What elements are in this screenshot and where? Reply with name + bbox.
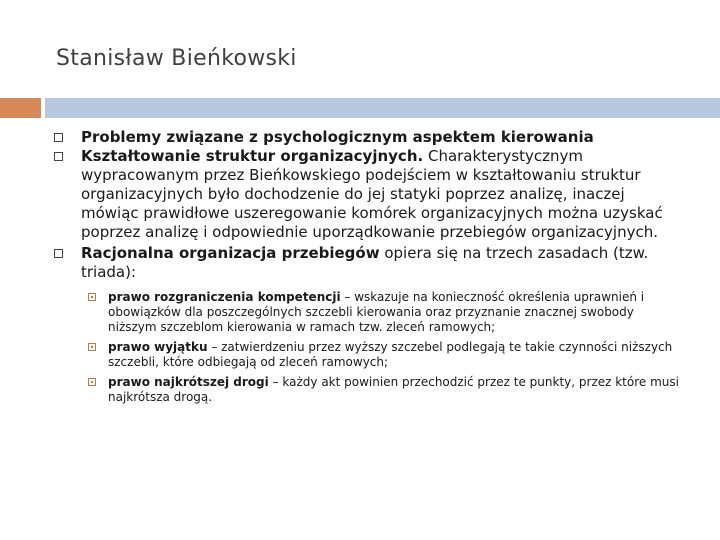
bullet-item [54, 244, 684, 282]
accent-block [0, 98, 41, 118]
square-bullet-icon [88, 378, 96, 386]
slide-content [54, 128, 684, 410]
bullet-item [54, 128, 684, 147]
sub-bullet-item: prawo najkrótszej drogi – każdy akt powinien przechodzić przez te punkty, przez które musi najkrótsza drogą. [88, 375, 684, 405]
square-bullet-icon [88, 343, 96, 351]
square-bullet-icon [54, 249, 63, 258]
header-bar [45, 98, 720, 118]
bullet-item [54, 147, 684, 242]
header-band [0, 98, 720, 118]
square-bullet-icon [54, 133, 63, 142]
bullet-text: Problemy związane z psychologicznym aspektem kierowania [81, 128, 594, 146]
bullet-text: Racjonalna organizacja przebiegów opiera się na trzech zasadach (tzw. triada): [81, 244, 649, 281]
sub-bullet-list [88, 290, 684, 405]
sub-bullet-item: prawo rozgraniczenia kompetencji – wskazuje na konieczność określenia uprawnień i obowiązków dla poszczególnych szczebli kierowania oraz przyznanie znacznej swobody niższym szczeblom kierowania w ramach tzw. zleceń ramowych; [88, 290, 684, 335]
sub-bullet-item: prawo wyjątku – zatwierdzeniu przez wyższy szczebel podlegają te takie czynności niższych szczebli, które odbiegają od zleceń ramowych; [88, 340, 684, 370]
bullet-text: Kształtowanie struktur organizacyjnych. Charakterystycznym wypracowanym przez Bieńkowskiego podejściem w kształtowaniu struktur organizacyjnych było dochodzenie do jej statyki poprzez analizę, inaczej mówiąc prawidłowe uszeregowanie komórek organizacyjnych można uzyskać poprzez analizę i odpowiednie uporządkowanie przebiegów organizacyjnych. [81, 147, 663, 241]
slide-title: Stanisław Bieńkowski [56, 46, 297, 71]
square-bullet-icon [88, 293, 96, 301]
square-bullet-icon [54, 152, 63, 161]
